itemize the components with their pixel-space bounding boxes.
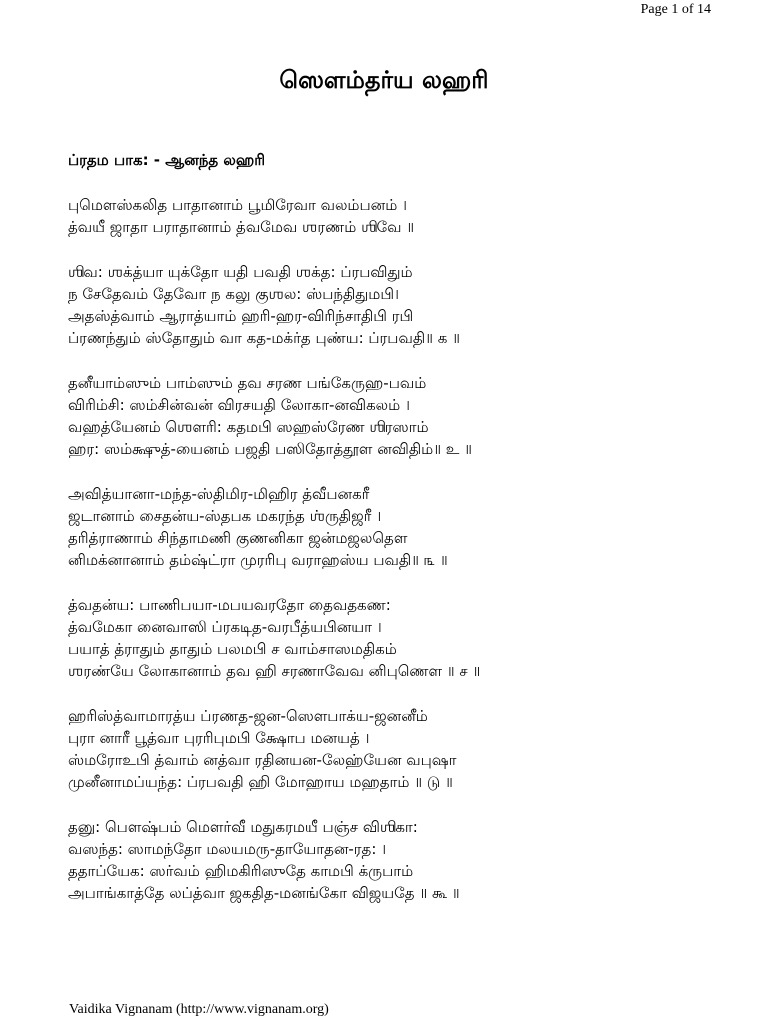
verse-3 [68, 372, 708, 460]
verse-line: தனீயாம்ஸும் பாம்ஸும் தவ சரண பங்கேருஹ-பவம் [68, 374, 427, 392]
verse-2 [68, 261, 708, 349]
verse-5 [68, 594, 708, 682]
footer-source: Vaidika Vignanam (http://www.vignanam.org) [69, 1002, 329, 1017]
verse-1 [68, 194, 708, 238]
verse-line: ததாப்யேக: ஸர்வம் ஹிமகிரிஸுதே காமபி க்ருபாம் [68, 862, 414, 880]
verse-7 [68, 816, 708, 904]
verse-line: த்வமேகா னைவாஸி ப்ரகடித-வரபீத்யபினயா । [68, 618, 382, 636]
verse-line: தரித்ராணாம் சிந்தாமணி குணனிகா ஜன்மஜலதௌ [68, 529, 408, 547]
verse-line: விரிம்சி: ஸம்சின்வன் விரசயதி லோகா-னவிகலம் । [68, 396, 410, 414]
verse-line: அதஸ்த்வாம் ஆராத்யாம் ஹரி-ஹர-விரிந்சாதிபி ரபி [68, 307, 414, 325]
verse-line: ஹரிஸ்த்வாமாரத்ய ப்ரணத-ஜன-ஸௌபாக்ய-ஜனனீம் [68, 707, 428, 725]
verse-6 [68, 705, 708, 793]
verse-line: புமௌஸ்கலித பாதானாம் பூமிரேவா வலம்பனம் । [68, 196, 407, 214]
verse-line: ஸ்மரோஉபி த்வாம் னத்வா ரதினயன-லேஹ்யேன வபுஷா [68, 751, 457, 769]
verse-line: தனு: பௌஷ்பம் மௌர்வீ மதுகரமயீ பஞ்ச விஶிகா: [68, 818, 418, 836]
verse-line: த்வதன்ய: பாணிபயா-மபயவரதோ தைவதகண: [68, 596, 391, 614]
section-heading: ப்ரதம பாக: - ஆனந்த லஹரி [68, 151, 265, 169]
verse-line: ஹர: ஸம்க்ஷுத்-யைனம் பஜதி பஸிதோத்தூள னவிதிம்॥ உ ॥ [68, 440, 472, 458]
verse-line: வஸந்த: ஸாமந்தோ மலயமரு-தாயோதன-ரத: । [68, 840, 387, 858]
verse-line: வஹத்யேனம் ஶௌரி: கதமபி ஸஹஸ்ரேண ஶிரஸாம் [68, 418, 429, 436]
verse-line: புரா னாரீ பூத்வா புரரிபுமபி க்ஷோப மனயத் । [68, 729, 370, 747]
verse-line: முனீனாமப்யந்த: ப்ரபவதி ஹி மோஹாய மஹதாம் ॥ டு ॥ [68, 773, 453, 791]
verse-4 [68, 483, 708, 571]
verse-line: ப்ரணந்தும் ஸ்தோதும் வா கத-மக்ர்த புண்ய: ப்ரபவதி॥ க ॥ [68, 329, 460, 347]
page-number: Page 1 of 14 [640, 2, 711, 17]
verse-list [68, 194, 708, 927]
page-title: ஸௌம்தர்ய லஹரி [279, 66, 489, 94]
verse-line: ஶிவ: ஶக்த்யா யுக்தோ யதி பவதி ஶக்த: ப்ரபவிதும் [68, 263, 413, 281]
verse-line: ஜடானாம் சைதன்ய-ஸ்தபக மகரந்த ஶ்ருதிஜரீ । [68, 507, 382, 525]
verse-line: அவித்யானா-மந்த-ஸ்திமிர-மிஹிர த்வீபனகரீ [68, 485, 370, 503]
verse-line: ஶரண்யே லோகானாம் தவ ஹி சரணாவேவ னிபுணௌ ॥ ச ॥ [68, 662, 481, 680]
verse-line: த்வயீ ஜாதா பராதானாம் த்வமேவ ஶரணம் ஶிவே ॥ [68, 218, 415, 236]
verse-line: னிமக்னானாம் தம்ஷ்ட்ரா முரரிபு வராஹஸ்ய பவதி॥ ௩ ॥ [68, 551, 448, 569]
verse-line: ந சேதேவம் தேவோ ந கலு குஶல: ஸ்பந்திதுமபி। [68, 285, 400, 303]
verse-line: அபாங்காத்தே லப்த்வா ஜகதித-மனங்கோ விஜயதே ॥ கூ ॥ [68, 884, 460, 902]
verse-line: பயாத் த்ராதும் தாதும் பலமபி ச வாம்சாஸமதிகம் [68, 640, 397, 658]
